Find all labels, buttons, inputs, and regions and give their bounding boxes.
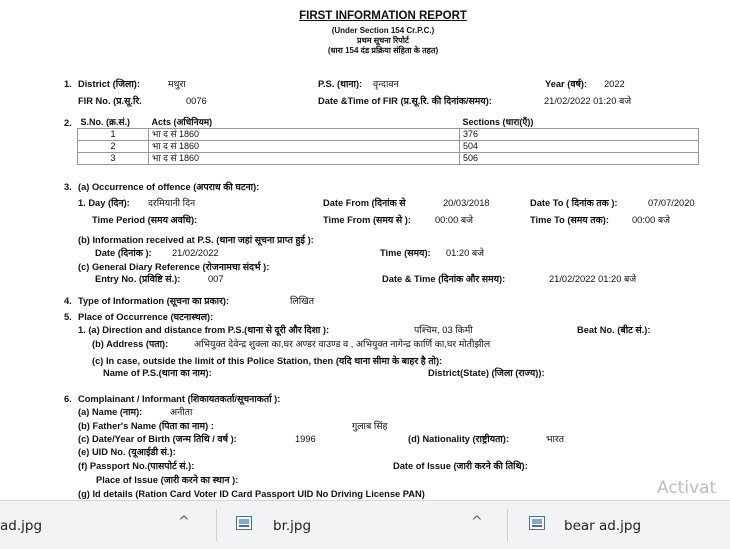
info-time-value: 01:20 बजे bbox=[446, 248, 485, 258]
sec6-number: 6. bbox=[64, 394, 72, 404]
sec5-number: 5. bbox=[64, 312, 72, 322]
outside-limit-label: (c) In case, outside the limit of this Police Station, then (यदि थाना सीमा के बाहर है तो): bbox=[92, 356, 443, 366]
day-label: 1. Day (दिन): bbox=[78, 198, 130, 208]
direction-label: 1. (a) Direction and distance from P.S.(थाना से दूरी और दिशा ): bbox=[78, 325, 330, 335]
activate-windows-watermark: Activat bbox=[657, 478, 717, 498]
date-to-value: 07/07/2020 bbox=[648, 198, 695, 208]
beat-label: Beat No. (बीट सं.): bbox=[577, 325, 651, 335]
image-file-icon bbox=[236, 516, 252, 530]
download-item-name: ad.jpg bbox=[0, 518, 43, 534]
info-date-value: 21/02/2022 bbox=[172, 248, 219, 258]
ps-value: वृन्दावन bbox=[373, 79, 399, 89]
row-act: भा द सं 1860 bbox=[149, 141, 460, 153]
document-section: (Under Section 154 Cr.P.C.) bbox=[331, 26, 435, 35]
chevron-up-icon[interactable]: ^ bbox=[178, 514, 190, 530]
download-item-name: br.jpg bbox=[273, 518, 312, 534]
sec1-number: 1. bbox=[64, 79, 72, 89]
ps-name-label: Name of P.S.(थाना का नाम): bbox=[103, 368, 212, 378]
complainant-label: Complainant / Informant (शिकायतकर्ता/सूचनाकर्ता ): bbox=[78, 394, 281, 404]
info-received-label: (b) Information received at P.S. (थाना जहां सूचना प्राप्त हुई ): bbox=[78, 235, 314, 245]
fir-datetime-value: 21/02/2022 01:20 बजे bbox=[544, 96, 632, 106]
district-label: District (जिला): bbox=[78, 79, 140, 89]
diary-reference-label: (c) General Diary Reference (रोजनामचा संदर्भ ): bbox=[78, 262, 270, 272]
document-hindi-section: (धारा 154 दंड प्रक्रिया संहिता के तहत) bbox=[327, 46, 439, 55]
sec4-number: 4. bbox=[64, 296, 72, 306]
time-period-label: Time Period (समय अवधि): bbox=[92, 215, 198, 225]
district-state-label: District(State) (जिला (राज्य)): bbox=[428, 368, 545, 378]
occurrence-label: (a) Occurrence of offence (अपराध की घटना): bbox=[78, 182, 260, 192]
year-label: Year (वर्ष): bbox=[545, 79, 588, 89]
document-title: FIRST INFORMATION REPORT bbox=[299, 10, 467, 22]
download-bar bbox=[0, 500, 730, 549]
time-from-label: Time From (समय से ): bbox=[323, 215, 411, 225]
row-section: 504 bbox=[460, 141, 699, 153]
acts-table-header bbox=[78, 117, 699, 129]
header-sno: S.No. (क्र.सं.) bbox=[80, 117, 130, 127]
dob-label: (c) Date/Year of Birth (जन्म तिथि / वर्ष ): bbox=[78, 434, 237, 444]
info-time-label: Time (समय): bbox=[380, 248, 431, 258]
table-row bbox=[78, 153, 699, 165]
header-sections: Sections (धारा(एँ)) bbox=[462, 117, 534, 127]
acts-table bbox=[77, 117, 699, 165]
row-section: 376 bbox=[460, 129, 699, 141]
nationality-label: (d) Nationality (राष्ट्रीयता): bbox=[408, 434, 509, 444]
date-from-label: Date From (दिनांक से bbox=[323, 198, 406, 208]
issue-place-label: Place of Issue (जारी करने का स्थान ): bbox=[96, 475, 239, 485]
row-section: 506 bbox=[460, 153, 699, 165]
date-to-label: Date To ( दिनांक तक ): bbox=[530, 198, 618, 208]
address-label: (b) Address (पता): bbox=[92, 339, 169, 349]
fir-label: FIR No. (प्र.सू.रि. bbox=[78, 96, 142, 106]
dob-value: 1996 bbox=[295, 434, 316, 444]
place-label: Place of Occurrence (घटनास्थल): bbox=[78, 312, 214, 322]
image-file-icon bbox=[529, 516, 545, 530]
time-from-value: 00:00 बजे bbox=[435, 215, 474, 225]
time-to-value: 00:00 बजे bbox=[632, 215, 671, 225]
name-label: (a) Name (नाम): bbox=[78, 407, 143, 417]
row-act: भा द सं 1860 bbox=[149, 129, 460, 141]
direction-value: पश्चिम, 03 किमी bbox=[414, 325, 473, 335]
chevron-up-icon[interactable]: ^ bbox=[471, 514, 483, 530]
info-date-label: Date (दिनांक ): bbox=[95, 248, 152, 258]
district-value: मथुरा bbox=[168, 79, 186, 89]
passport-label: (f) Passport No.(पासपोर्ट सं.): bbox=[78, 461, 195, 471]
day-value: दरमियानी दिन bbox=[148, 198, 196, 208]
row-act: भा द सं 1860 bbox=[149, 153, 460, 165]
table-row bbox=[78, 129, 699, 141]
download-item[interactable] bbox=[217, 501, 507, 549]
diary-datetime-label: Date & Time (दिनांक और समय): bbox=[382, 274, 506, 284]
table-row bbox=[78, 141, 699, 153]
id-details-label: (g) Id details (Ration Card Voter ID Card Passport UID No Driving License PAN) bbox=[78, 489, 425, 499]
time-to-label: Time To (समय तक): bbox=[530, 215, 609, 225]
sec2-number: 2. bbox=[64, 118, 72, 128]
sec3-number: 3. bbox=[64, 182, 72, 192]
info-type-label: Type of Information (सूचना का प्रकार): bbox=[78, 296, 230, 306]
nationality-value: भारत bbox=[546, 434, 565, 444]
fir-value: 0076 bbox=[186, 96, 207, 106]
name-value: अनीता bbox=[170, 407, 193, 417]
year-value: 2022 bbox=[604, 79, 625, 89]
entry-value: 007 bbox=[208, 274, 224, 284]
row-sno: 2 bbox=[78, 141, 149, 153]
issue-date-label: Date of Issue (जारी करने की तिथि): bbox=[393, 461, 528, 471]
info-type-value: लिखित bbox=[290, 296, 315, 306]
father-value: गुलाब सिंह bbox=[352, 421, 388, 431]
entry-label: Entry No. (प्रविष्टि सं.): bbox=[95, 274, 181, 284]
address-value: अभियुक्त देवेन्द्र शुक्ला का,घर अण्डर वाउण्ड व , अभियुक्त नागेन्द्र कार्णि का,घर मोतीझील bbox=[194, 339, 491, 349]
fir-datetime-label: Date &Time of FIR (प्र.सू.रि. की दिनांक/समय): bbox=[318, 96, 492, 106]
row-sno: 1 bbox=[78, 129, 149, 141]
uid-label: (e) UID No. (यूआईडी सं.): bbox=[78, 447, 176, 457]
diary-datetime-value: 21/02/2022 01:20 बजे bbox=[549, 274, 637, 284]
ps-label: P.S. (थाना): bbox=[318, 79, 363, 89]
row-sno: 3 bbox=[78, 153, 149, 165]
date-from-value: 20/03/2018 bbox=[443, 198, 490, 208]
download-item[interactable] bbox=[0, 501, 216, 549]
father-label: (b) Father's Name (पिता का नाम) : bbox=[78, 421, 214, 431]
download-item-name: bear ad.jpg bbox=[564, 518, 642, 534]
header-acts: Acts (अधिनियम) bbox=[151, 117, 213, 127]
download-item[interactable] bbox=[508, 501, 730, 549]
document-hindi-title: प्रथम सूचना रिपोर्ट bbox=[357, 36, 409, 45]
